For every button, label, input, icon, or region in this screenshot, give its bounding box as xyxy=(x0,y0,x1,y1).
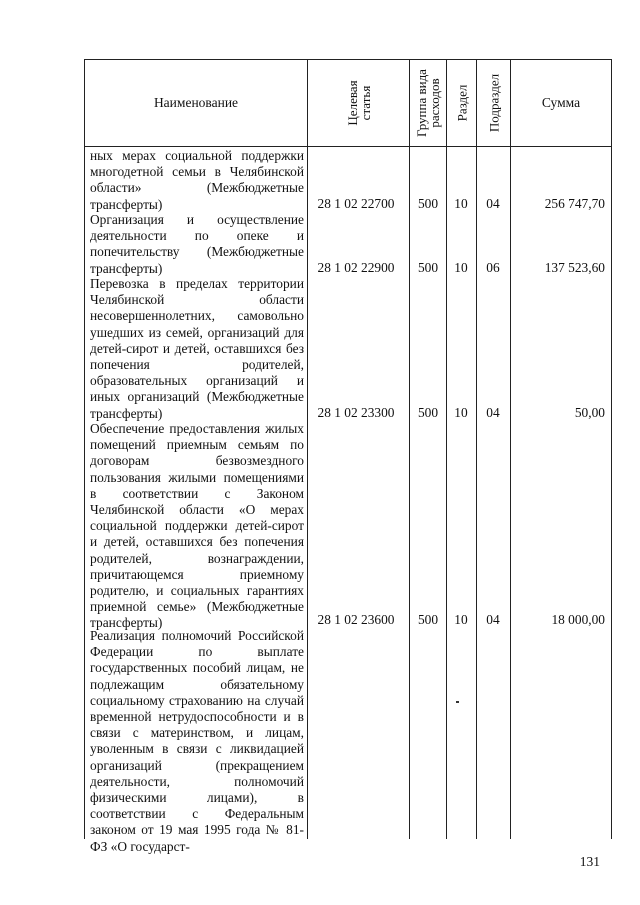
table-cell-subsection: 04 xyxy=(486,612,500,627)
table-cell-group: 500 xyxy=(417,612,439,627)
table-cell-subsection: 06 xyxy=(486,260,500,275)
table-border-right xyxy=(611,59,612,839)
table-cell-sum: 256 747,70 xyxy=(544,196,605,211)
table-row-description: ных мерах социальной поддержки многодетной семьи в Челябинской области» (Межбюджетные трансферты) xyxy=(90,148,304,212)
table-cell-sum: 50,00 xyxy=(574,405,605,420)
table-cell-subsection: 04 xyxy=(486,196,500,211)
header-sum: Сумма xyxy=(541,95,581,110)
table-row-description: Реализация полномочий Российской Федерации по выплате государственных пособий лицам, не подлежащим обязательному социальному страхованию на случай временной нетрудоспособности и в связи с материнством, и лицам, уволенным в связи с ликвидацией организаций (прекращением деятельности, полномочий физическими лицами), в соответствии с Федеральным законом от 19 мая 1995 года № 81-ФЗ «О государст- xyxy=(90,628,304,854)
table-cell-section: 10 xyxy=(454,612,468,627)
table-border-left xyxy=(84,59,85,839)
table-row-description: Организация и осуществление деятельности по опеке и попечительству (Межбюджетные трансферты) xyxy=(90,212,304,276)
column-divider xyxy=(510,59,511,839)
table-row-description: Обеспечение предоставления жилых помещений приемным семьям по договорам безвозмездного пользования жилыми помещениями в соответствии с Законом Челябинской области «О мерах социальной поддержки детей-сирот и детей, оставшихся без попечения родителей, вознаграждении, причитающемся приемному родителю, и социальных гарантиях приемной семье» (Межбюджетные трансферты) xyxy=(90,421,304,631)
table-cell-code: 28 1 02 23600 xyxy=(317,612,395,627)
table-cell-section: 10 xyxy=(454,405,468,420)
column-divider xyxy=(446,59,447,839)
column-divider xyxy=(307,59,308,839)
table-header-divider xyxy=(84,146,612,147)
column-divider xyxy=(476,59,477,839)
header-section: Раздел xyxy=(454,84,469,122)
table-cell-subsection: 04 xyxy=(486,405,500,420)
table-cell-group: 500 xyxy=(417,405,439,420)
table-cell-group: 500 xyxy=(417,196,439,211)
header-subsection: Подраздел xyxy=(486,73,501,133)
column-divider xyxy=(409,59,410,839)
table-cell-group: 500 xyxy=(417,260,439,275)
table-cell-code: 28 1 02 22900 xyxy=(317,260,395,275)
table-cell-sum: 137 523,60 xyxy=(544,260,605,275)
table-cell-code: 28 1 02 22700 xyxy=(317,196,395,211)
page-number: 131 xyxy=(579,854,600,869)
table-cell-section: 10 xyxy=(454,260,468,275)
table-cell-sum: 18 000,00 xyxy=(551,612,605,627)
table-cell-section: 10 xyxy=(454,196,468,211)
table-cell-code: 28 1 02 23300 xyxy=(317,405,395,420)
header-group: Группа вида расходов xyxy=(414,69,442,137)
header-target: Целевая статья xyxy=(344,80,373,126)
header-name: Наименование xyxy=(153,95,239,110)
table-row-description: Перевозка в пределах территории Челябинской области несовершеннолетних, самовольно ушедших из семей, организаций для детей-сирот и детей, оставшихся без попечения родителей, образовательных организаций и иных организаций (Межбюджетные трансферты) xyxy=(90,276,304,421)
scan-speck xyxy=(456,701,459,703)
